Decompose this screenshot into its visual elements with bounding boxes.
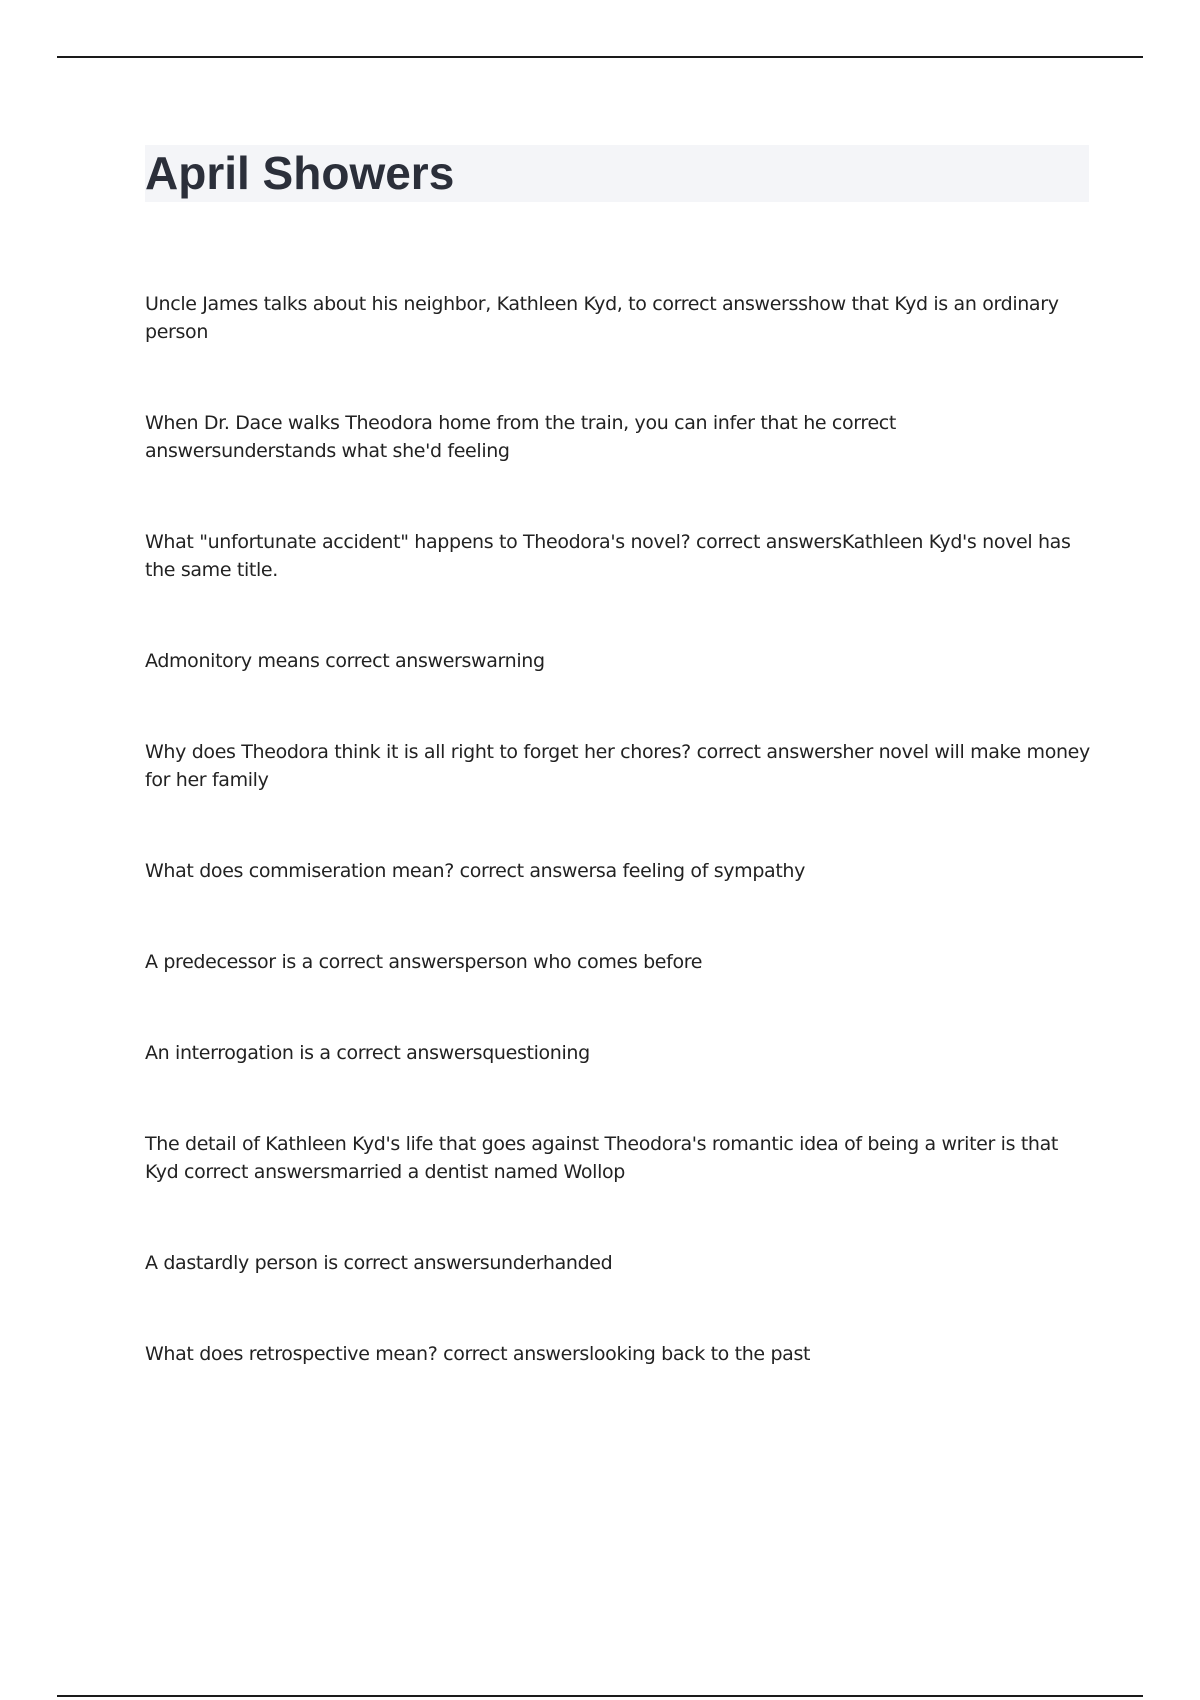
top-divider [57,56,1143,58]
qa-item: Why does Theodora think it is all right to forget her chores? correct answersher novel will make money for her family [145,741,1090,791]
qa-item: An interrogation is a correct answersquestioning [145,1042,590,1064]
qa-item: What does retrospective mean? correct answerslooking back to the past [145,1343,811,1365]
qa-item: What "unfortunate accident" happens to Theodora's novel? correct answersKathleen Kyd's novel has the same title. [145,531,1071,581]
bottom-divider [57,1695,1143,1697]
qa-item: What does commiseration mean? correct answersa feeling of sympathy [145,860,806,882]
qa-item: When Dr. Dace walks Theodora home from the train, you can infer that he correct answersunderstands what she'd feeling [145,412,896,462]
qa-item: A predecessor is a correct answersperson who comes before [145,951,703,973]
document-title: April Showers [145,147,455,199]
qa-item: Admonitory means correct answerswarning [145,650,545,672]
qa-list [145,290,1090,1431]
qa-item: Uncle James talks about his neighbor, Kathleen Kyd, to correct answersshow that Kyd is an ordinary person [145,293,1059,343]
qa-item: The detail of Kathleen Kyd's life that goes against Theodora's romantic idea of being a writer is that Kyd correct answersmarried a dentist named Wollop [145,1133,1059,1183]
qa-item: A dastardly person is correct answersunderhanded [145,1252,613,1274]
